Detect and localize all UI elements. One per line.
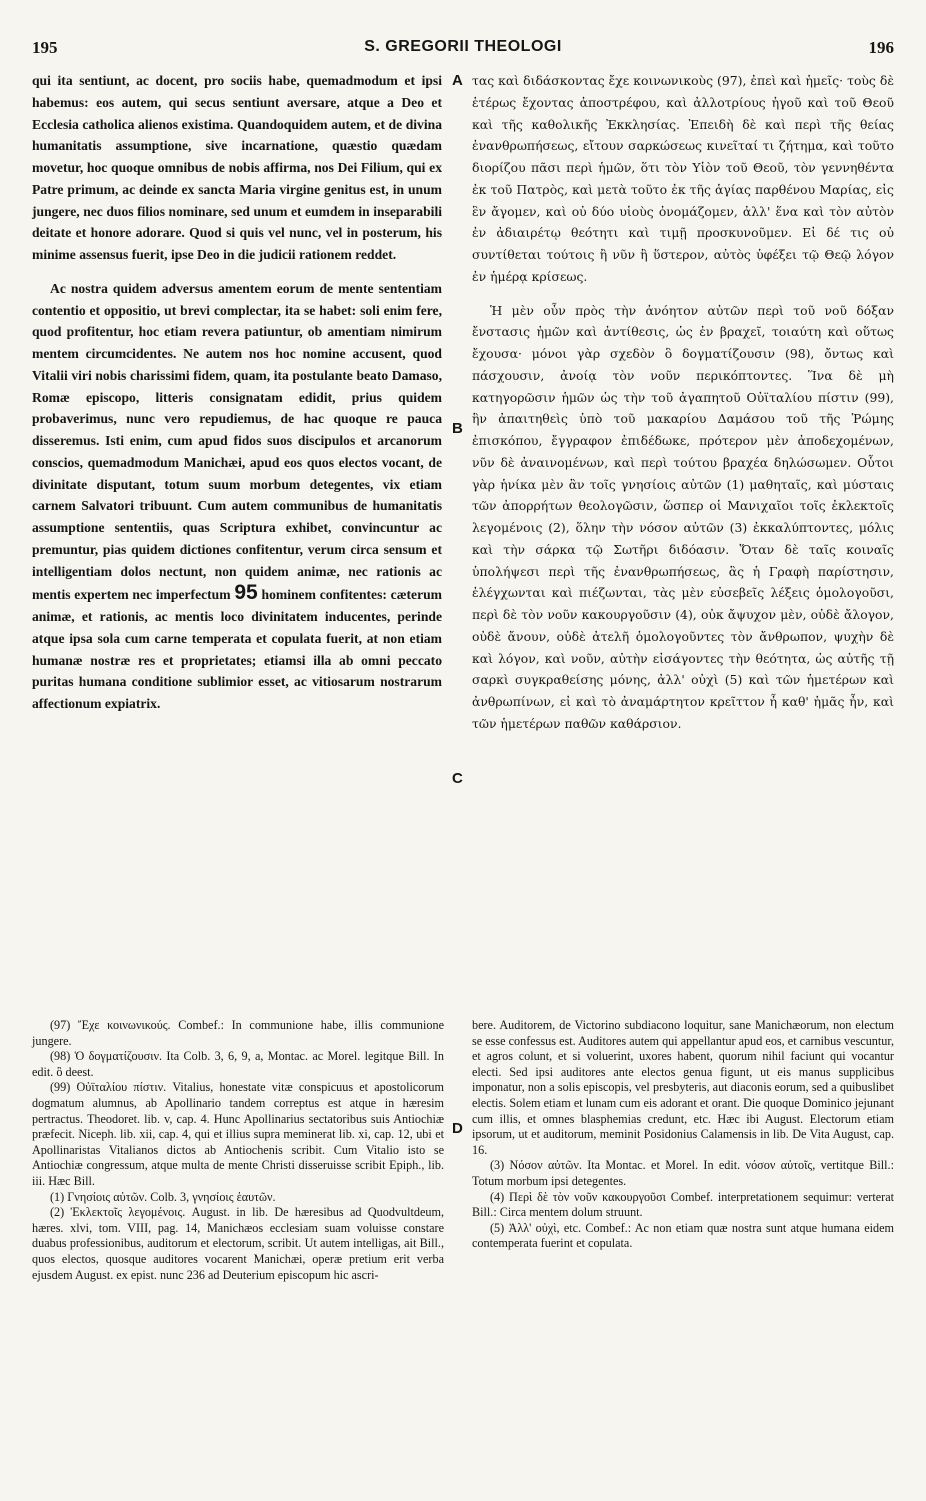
footnote-98: (98) Ὁ δογματίζουσιν. Ita Colb. 3, 6, 9, a, Montac. ac Morel. legitque Bill. In edit. ὃ deest. — [32, 1049, 444, 1079]
footnote-1: (1) Γνησίοις αὐτῶν. Colb. 3, γνησίοις ἑαυτῶν. — [50, 1189, 276, 1204]
margin-mark-d: D — [452, 1120, 463, 1137]
footnote-4: (4) Περὶ δὲ τὸν νοῦν κακουργοῦσι Combef. interpretationem sequimur: verterat Bill.: Circa mentem dolum struunt. — [472, 1189, 894, 1220]
footnote-3: (3) Νόσον αὐτῶν. Ita Montac. et Morel. In edit. νόσον αὐτοῖς, vertitque Bill.: Totum morbum ipsi detegentes. — [472, 1158, 894, 1188]
latin-paragraph-2-part-a: Ac nostra quidem adversus amentem eorum de mente sententiam contentio et oppositio, ut brevi complectar, ita se habet: soli enim fere, quod profitentur, hoc etiam revera patiuntur, ob amentiam nimirum mentem circumcidentes. Ne autem nos hoc nomine accusent, quod Vitalii viri nobis charissimi fidem, quam, ita postulante beato Damaso, Romæ episcopo, litteris consignatam edidit, prius quidem probaverimus, nunc vero repudiemus, de hac quoque re pauca disseremus. Isti enim, cum apud fidos suos discipulos et arcanorum conscios, quemadmodum Manichæi, apud eos quos electos vocant, de divinitate disputant, totum suum morbum detegentes, vix etiam carnem Salvatori tribuunt. Cum autem communibus de humanitatis assumptione sententiis, quas Scriptura exhibet, convincuntur ac premuntur, pias quidem dictiones confitentur, verum circa sensum et intelligentiam dolos nectunt, non quidem animæ, nec rationis ac mentis expertem nec imperfectum — [32, 280, 442, 603]
footnotes-right — [472, 1018, 894, 1252]
latin-paragraph-2-part-b: hominem confitentes: cæterum animæ, et rationis, ac mentis loco divinitatem inducentes, perinde atque ipsa sola cum carne temperata et copulata fuerit, at non etiam humanæ nostræ res et proprietates; etiamsi illa ab omni peccato puritas humana conditione sublimior esset, ac vitiosarum nostrarum affectionum expiatrix. — [32, 587, 442, 711]
footnote-2: (2) Ἐκλεκτοῖς λεγομένοις. August. in lib. De hæresibus ad Quodvultdeum, hæres. xlvi, tom. VIII, pag. 14, Manichæos ecclesiam suam voluisse constare duabus professionibus, auditorum et electorum, scribit. Ut autem intelligas, ait Bill., quos electos, quosque auditores vocarent Manichæi, operæ pretium erit verba ejusdem August. ex epist. nunc 236 ad Deuterium episcopum hic ascri- — [32, 1205, 444, 1282]
latin-paragraph-1: qui ita sentiunt, ac docent, pro sociis habe, quemadmodum et ipsi habemus: eos autem, qui secus sentiunt aversare, atque a Deo et Ecclesia catholica alienos existima. Quandoquidem autem, et de divina humanitatis assumptione, sive incarnatione, quæstio quædam movetur, hoc quoque omnibus de nobis affirma, nos Dei Filium, qui ex Patre primum, ac deinde ex sancta Maria virgine genitus est, in unum jungere, nec duos filios nominare, sed unum et eumdem in inseparabili deitate et honore adorare. Quod si quis vel nunc, vel in posterum, his minime assensus fuerit, ipse Deo in die judicii rationem reddet. — [32, 73, 442, 262]
page-number-left: 195 — [32, 38, 58, 57]
page-number-right: 196 — [868, 38, 894, 57]
greek-paragraph-1: τας καὶ διδάσκοντας ἔχε κοινωνικοὺς (97), ἐπεὶ καὶ ἡμεῖς· τοὺς δὲ ἑτέρως ἔχοντας ἀποστρέφου, καὶ ἀλλοτρίους ἡγοῦ καὶ τοῦ Θεοῦ καὶ τῆς καθολικῆς Ἐκκλησίας. Ἐπειδὴ δὲ καὶ περὶ τῆς θείας ἐνανθρωπήσεως, εἴτουν σαρκώσεως κινεῖταί τι ζήτημα, καὶ τοῦτο διορίζου πᾶσι περὶ ἡμῶν, ὅτι τὸν Υἱὸν τοῦ Θεοῦ, τὸν γεννηθέντα ἐκ τοῦ Πατρὸς, καὶ μετὰ τοῦτο ἐκ τῆς ἁγίας παρθένου Μαρίας, εἰς ἓν ἄγομεν, καὶ οὐ δύο υἱοὺς ὀνομάζομεν, ἀλλ' ἕνα καὶ τὸν αὐτὸν ἐν ἀδιαιρέτῳ θεότητι καὶ τιμῇ προσκυνοῦμεν. Εἰ δέ τις οὐ συντίθεται τούτοις ἢ νῦν ἢ ὕστερον, αὐτὸς ὑφέξει τῷ Θεῷ λόγον ἐν ἡμέρᾳ κρίσεως. — [472, 73, 894, 284]
page-header — [32, 38, 894, 60]
latin-column — [32, 70, 442, 715]
footnote-2-continued: bere. Auditorem, de Victorino subdiacono loquitur, sane Manichæorum, non electum se esse confessus est. Auditores autem qui appellantur apud eos, et carnibus vescuntur, et agros colunt, et si voluerint, uxores habent, quorum nihil faciunt qui vocantur electi. Sed ipsi auditores ante electos genua figunt, ut eis manus supplicibus imponatur, non a solis episcopis, vel presbyteris, aut diaconis eorum, sed a quibuslibet electis. Solem etiam et lunam cum eis adorant et orant. Die quoque Dominico jejunant cum illis, et omnes blasphemias credunt, etc. Hæc ibi August. Electorum etiam ipsorum, ut et auditorum, meminit Posidonius Calamensis in lib. De Vita August, cap. 16. — [472, 1018, 894, 1157]
column-number-marker: 95 — [234, 581, 258, 605]
greek-paragraph-2: Ἡ μὲν οὖν πρὸς τὴν ἀνόητον αὐτῶν περὶ τοῦ νοῦ δόξαν ἔνστασις ἡμῶν καὶ ἀντίθεσις, ὡς ἐν βραχεῖ, τοιαύτη καὶ οὕτως ἔχουσα· μόνοι γὰρ σχεδὸν ὃ δογματίζουσιν (98), ὄντως καὶ πάσχουσιν, ἀνοίᾳ τὸν νοῦν περικόπτοντες. Ἵνα δὲ μὴ κατηγορῶσιν ἡμῶν ὡς τὴν τοῦ ἀγαπητοῦ Οὐϊταλίου πίστιν (99), ἣν ἀπαιτηθεὶς ὑπὸ τοῦ μακαρίου Δαμάσου τοῦ τῆς Ῥώμης ἐπισκόπου, ἔγγραφον ἐπιδέδωκε, πρότερον μὲν ἀποδεχομένων, νῦν δὲ ἀναινομένων, καὶ περὶ τούτου βραχέα δηλώσωμεν. Οὗτοι γὰρ ἡνίκα μὲν ἂν τοῖς γνησίοις αὐτῶν (1) μαθηταῖς, καὶ μύσταις τῶν ἀπορρήτων θεολογῶσιν, ὥσπερ οἱ Μανιχαῖοι τοῖς ἐκλεκτοῖς λεγομένοις (2), ὅλην τὴν νόσον αὐτῶν (3) ἐκκαλύπτοντες, μόλις καὶ τὴν σάρκα τῷ Σωτῆρι διδόασιν. Ὅταν δὲ ταῖς κοιναῖς ὑπολήψεσι περὶ τῆς ἐνανθρωπήσεως, ἃς ἡ Γραφὴ παρίστησιν, ἐλέγχωνται καὶ πιέζωνται, τὰς μὲν εὐσεβεῖς λέξεις ὁμολογοῦσι, περὶ δὲ τὸν νοῦν κακουργοῦσιν (4), οὐκ ἄψυχον μὲν, οὐδὲ ἄλογον, οὐδὲ ἄνουν, οὐδὲ ἀτελῆ ὁμολογοῦντες τὸν ἄνθρωπον, ψυχὴν δὲ καὶ λόγον, καὶ νοῦν, αὐτὴν εἰσάγοντες τὴν θεότητα, ὡς αὐτῆς τῇ σαρκὶ συγκραθείσης μόνης, ἀλλ' οὐχὶ (5) καὶ τῶν ἡμετέρων καὶ ἀνθρωπίνων, εἰ καὶ τὸ ἀναμάρτητον κρεῖττον ἦ καθ' ἡμᾶς ἦν, καὶ τῶν ἡμετέρων παθῶν καθάρσιον. — [472, 302, 894, 731]
footnote-99: (99) Οὐϊταλίου πίστιν. Vitalius, honestate vitæ conspicuus et apostolicorum dogmatum alumnus, ab Apollinario tandem correptus est atque in hæresim pertractus. Theodoret. lib. v, cap. 4. Hunc Apollinarius sectatoribus suis Antiochiæ præfecit. Niceph. lib. xii, cap. 4, qui et illius supra meminerat lib. xi, cap. 12, ubi et Apollinaristas Vitalianos dictos ab Antiochenis scribit. Cum Vitalio isto se Antiochiæ congressum, atque multa de mente Christi disseruisse scribit Epiph., lib. iii. Hæc Bill. — [32, 1080, 444, 1188]
margin-mark-c: C — [452, 770, 463, 787]
footnotes-left — [32, 1018, 444, 1283]
margin-mark-a: A — [452, 72, 463, 89]
latin-paragraph-2 — [32, 278, 442, 715]
footnote-5: (5) Ἀλλ' οὐχὶ, etc. Combef.: Ac non etiam quæ nostra sunt atque humana eidem contemperata fuerint et copulata. — [472, 1220, 894, 1251]
running-title: S. GREGORII THEOLOGI — [364, 38, 562, 55]
footnote-97: (97) Ἔχε κοινωνικούς. Combef.: In communione habe, illis communione jungere. — [32, 1018, 444, 1048]
greek-column — [472, 70, 894, 735]
margin-mark-b: B — [452, 420, 463, 437]
